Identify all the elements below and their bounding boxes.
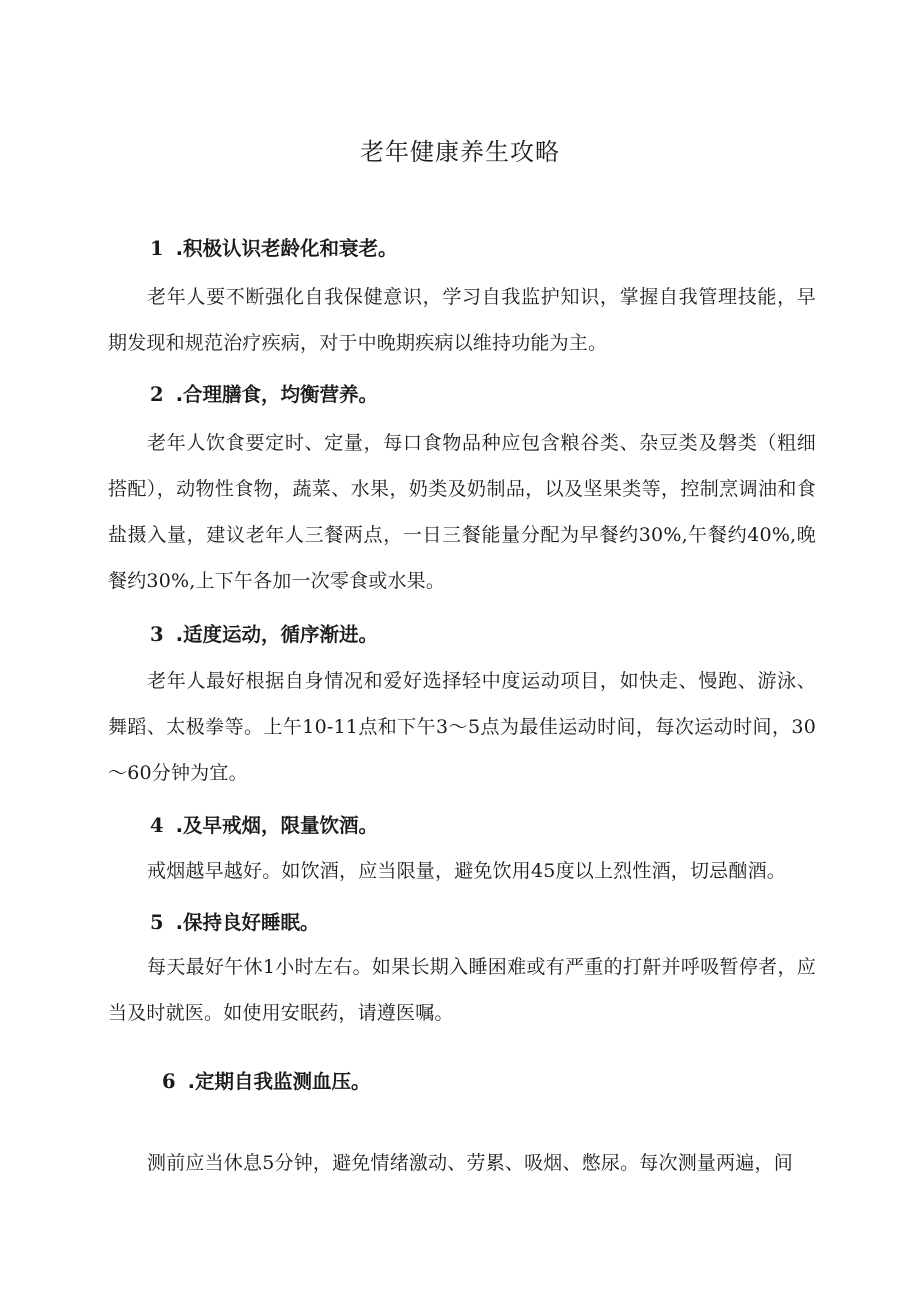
section-body-6: 测前应当休息5分钟，避免情绪激动、劳累、吸烟、憋尿。每次测量两遍，间 — [147, 1152, 793, 1174]
section-heading-text: .合理膳食，均衡营养。 — [175, 383, 378, 406]
section-heading-5 — [150, 907, 320, 935]
section-heading-1 — [150, 233, 398, 261]
section-heading-4 — [150, 810, 378, 838]
section-body-4: 戒烟越早越好。如饮酒，应当限量，避免饮用45度以上烈性酒，切忌酗酒。 — [147, 860, 786, 882]
section-heading-6 — [162, 1066, 371, 1094]
section-heading-text: .适度运动，循序渐进。 — [175, 623, 378, 646]
section-number: 1 — [150, 237, 164, 260]
section-body-5: 每天最好午休1小时左右。如果长期入睡困难或有严重的打鼾并呼吸暂停者，应当及时就医。如使用安眠药，请遵医嘱。 — [108, 956, 816, 1024]
section-number: 5 — [150, 911, 164, 934]
section-heading-text: .定期自我监测血压。 — [187, 1070, 371, 1093]
section-heading-2 — [150, 379, 378, 407]
section-heading-text: .积极认识老龄化和衰老。 — [175, 237, 398, 260]
section-number: 3 — [150, 623, 164, 646]
section-number: 2 — [150, 383, 164, 406]
section-body-3: 老年人最好根据自身情况和爱好选择轻中度运动项目，如快走、慢跑、游泳、舞蹈、太极拳等。上午10-11点和下午3～5点为最佳运动时间，每次运动时间，30～60分钟为宜。 — [108, 670, 816, 784]
section-heading-text: .及早戒烟，限量饮酒。 — [175, 814, 378, 837]
section-body-1: 老年人要不断强化自我保健意识，学习自我监护知识，掌握自我管理技能，早期发现和规范治疗疾病，对于中晚期疾病以维持功能为主。 — [108, 286, 816, 354]
document-title: 老年健康养生攻略 — [360, 138, 560, 166]
section-number: 4 — [150, 814, 164, 837]
section-body-2: 老年人饮食要定时、定量，每口食物品种应包含粮谷类、杂豆类及磐类（粗细搭配），动物性食物，蔬菜、水果，奶类及奶制品，以及坚果类等，控制烹调油和食盐摄入量，建议老年人三餐两点，一日三餐能量分配为早餐约30%,午餐约40%,晚餐约30%,上下午各加一次零食或水果。 — [108, 432, 816, 592]
section-number: 6 — [162, 1070, 176, 1093]
section-heading-3 — [150, 619, 378, 647]
section-heading-text: .保持良好睡眠。 — [175, 911, 320, 934]
